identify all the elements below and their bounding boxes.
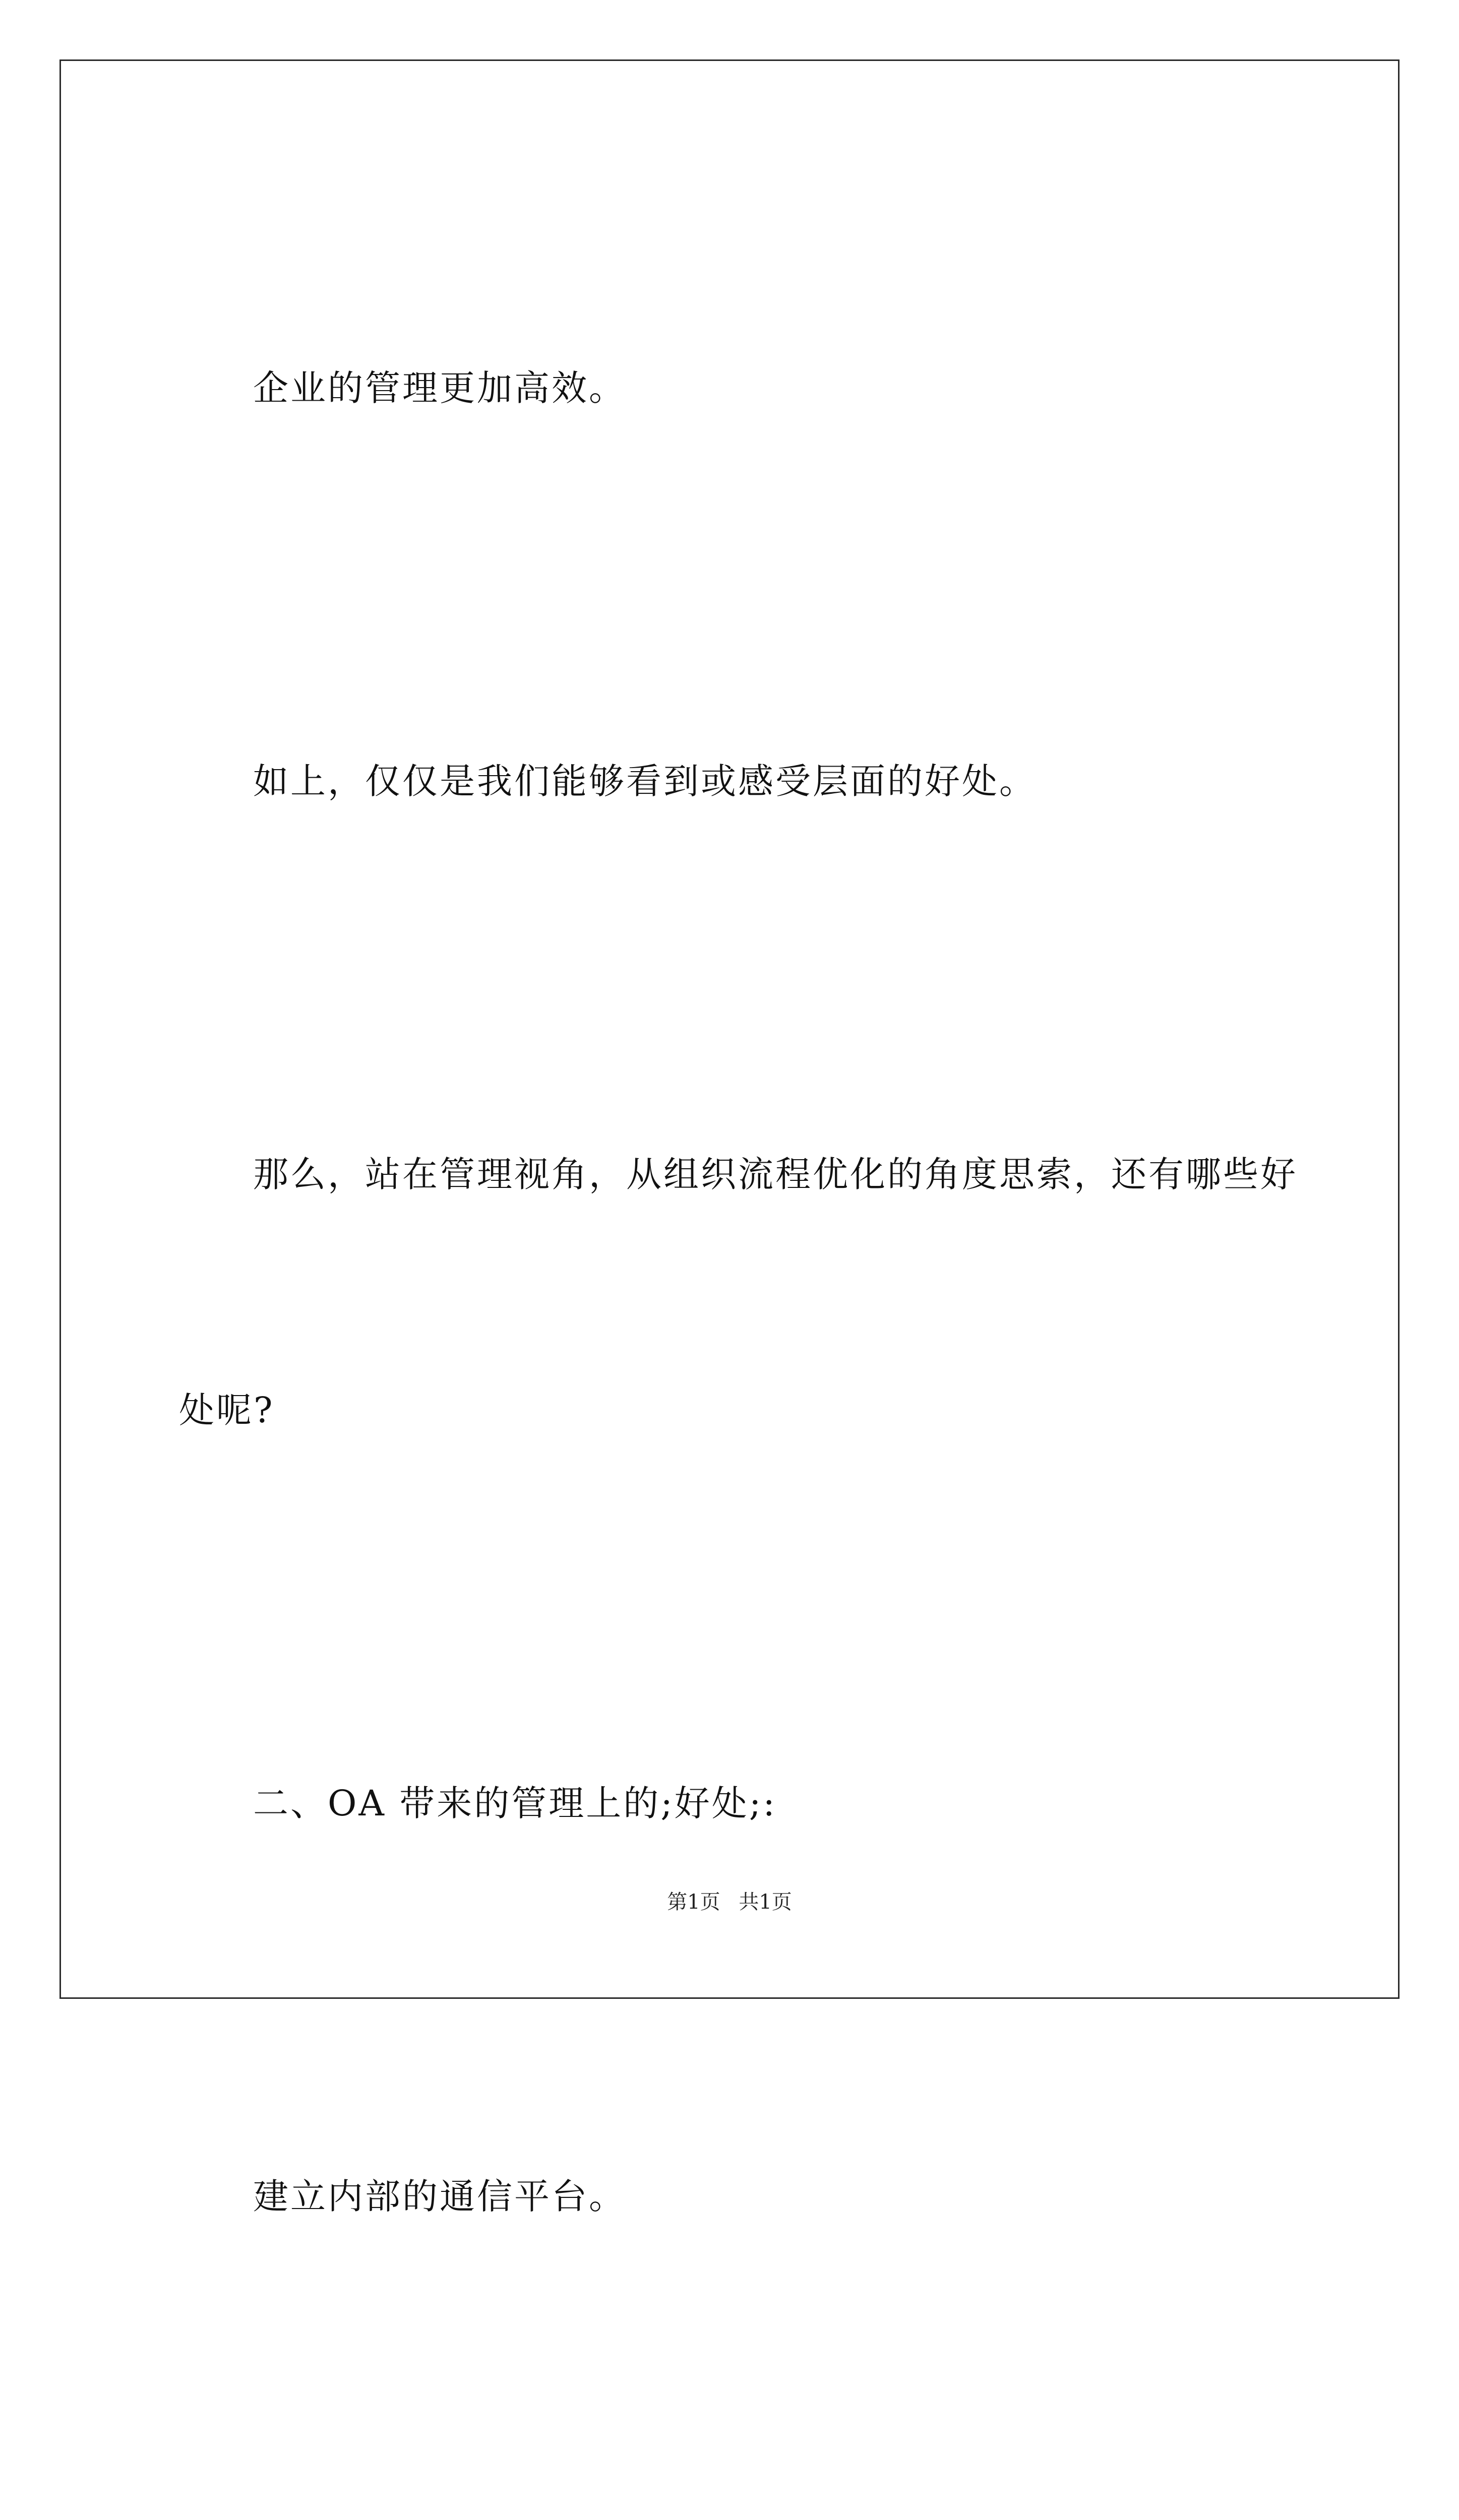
page-total: 共1页 <box>739 1891 792 1914</box>
document-body <box>179 192 1333 2520</box>
page-number: 第1页 <box>667 1891 720 1914</box>
text-line: 建立内部的通信平台。 <box>253 2176 626 2217</box>
text-line: 处呢? <box>179 1390 275 1431</box>
section-heading <box>253 1607 1333 2000</box>
paragraph <box>253 192 1333 585</box>
text-line: 如上，仅仅是我们能够看到或感受层面的好处。 <box>253 761 1037 802</box>
paragraph <box>179 978 1333 1607</box>
paragraph <box>253 2000 1333 2393</box>
paragraph <box>253 2393 1333 2520</box>
text-line: 那么，站在管理视角，从组织流程优化的角度思索，还有哪些好 <box>253 1154 1298 1195</box>
text-line: 二、OA 带来的管理上的;好处;: <box>253 1783 777 1824</box>
page-footer <box>0 1886 1459 1915</box>
text-line: 企业的管理更加高效。 <box>253 367 626 409</box>
paragraph <box>253 585 1333 978</box>
